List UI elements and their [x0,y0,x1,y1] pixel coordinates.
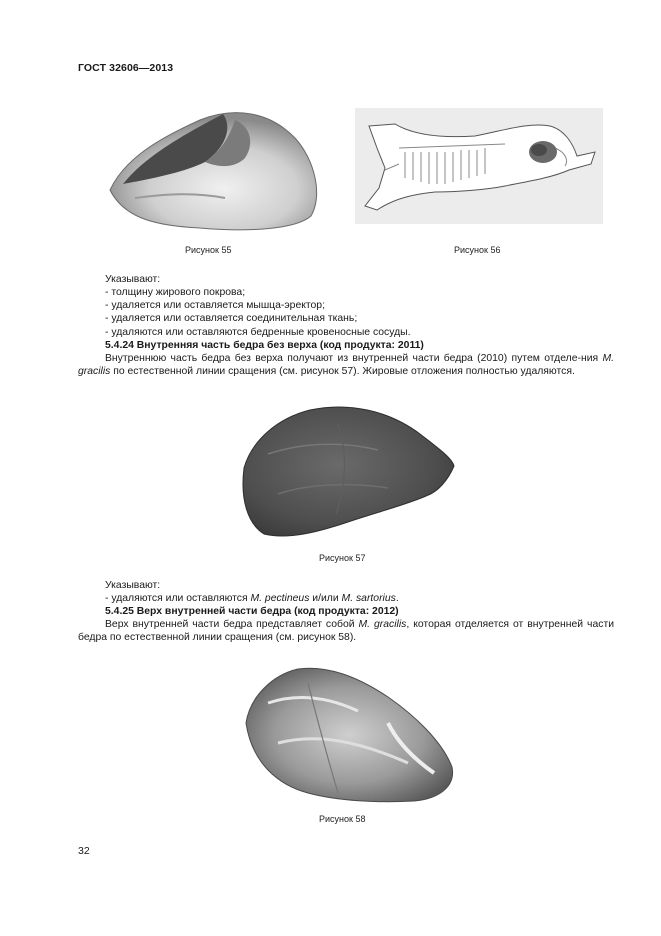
list-item: - удаляется или оставляется соединительная ткань; [105,313,358,324]
list-item: - удаляются или оставляются бедренные кровеносные сосуды. [105,327,411,338]
figure-55-image [105,98,325,238]
list-item: - удаляется или оставляется мышца-эректор; [105,300,325,311]
page-number: 32 [78,845,90,857]
section1-intro: Указывают: [105,274,161,285]
section3-intro: Указывают: [105,580,161,591]
section-heading-5-4-25: 5.4.25 Верх внутренней части бедра (код продукта: 2012) [105,606,399,617]
figure-56-diagram [355,108,603,224]
section2-paragraph: Внутреннюю часть бедра без верха получают из внутренней части бедра (2010) путем отделе-ния M. gracilis по естественной линии сращения (см. рисунок 57). Жировые отложения полностью удаляются. [78,353,614,378]
figure-55-caption: Рисунок 55 [185,245,232,255]
figure-56-caption: Рисунок 56 [454,245,501,255]
list-item: - удаляются или оставляются M. pectineus и/или M. sartorius. [105,593,399,604]
document-header: ГОСТ 32606—2013 [78,62,174,74]
figure-58-caption: Рисунок 58 [319,814,366,824]
figure-58-image [238,663,460,805]
section4-paragraph: Верх внутренней части бедра представляет собой M. gracilis, которая отделяется от внутренней части бедра по естественной линии сращения (см. рисунок 58). [78,619,615,644]
figure-57-image [238,404,458,544]
section-heading-5-4-24: 5.4.24 Внутренняя часть бедра без верха (код продукта: 2011) [105,340,424,351]
figure-57-caption: Рисунок 57 [319,553,366,563]
list-item: - толщину жирового покрова; [105,287,246,298]
